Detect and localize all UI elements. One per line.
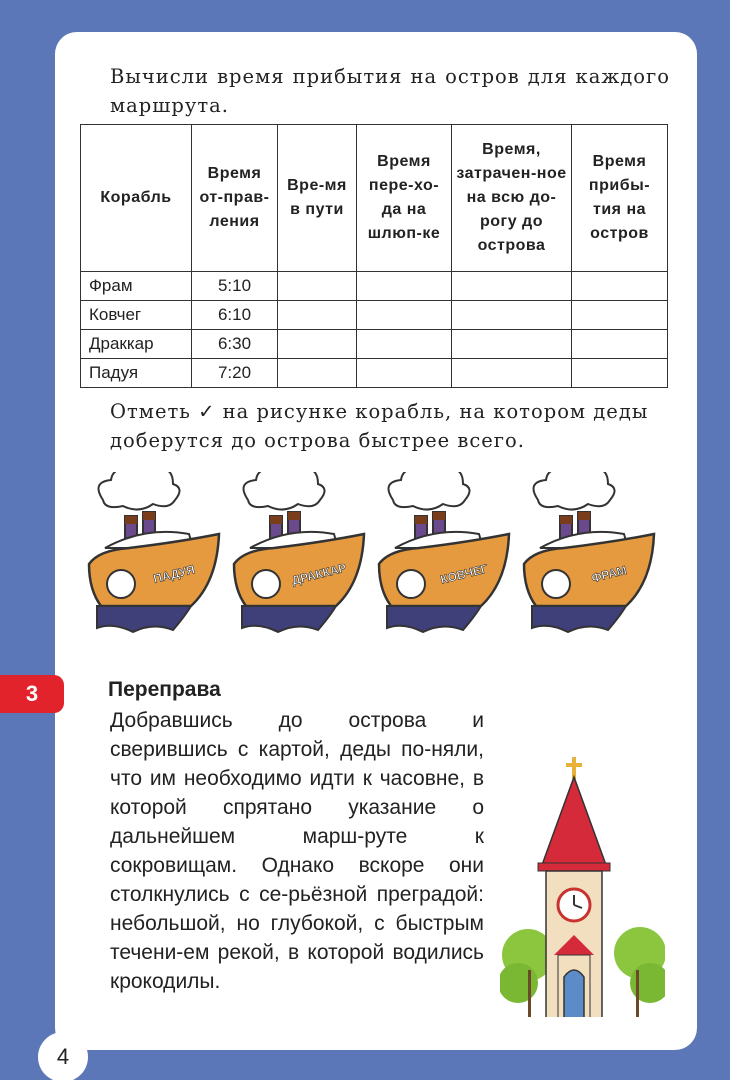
departure-time: 6:30 — [192, 330, 278, 359]
ship-name-label: ДРАККАР — [290, 560, 348, 588]
departure-time: 6:10 — [192, 301, 278, 330]
section-story: Добравшись до острова и сверившись с картой, деды по-няли, что им необходимо идти к часовне, в которой спрятано указание о дальнейшем марш-руте к сокровищам. Однако вскоре они столкнулись с се-рьёзной преградой: небольшой, но глубокой, с быстрым течени-ем рекой, в которой водились крокодилы. — [110, 709, 484, 993]
table-row — [81, 330, 668, 359]
chapel-illustration — [500, 755, 665, 1030]
ship-icon — [365, 472, 515, 652]
ship-fram — [510, 472, 660, 652]
empty-cell[interactable] — [452, 272, 572, 301]
ship-name-label: КОВЧЕГ — [438, 561, 490, 587]
page-sheet — [55, 32, 697, 1050]
ship-name-label: ФРАМ — [589, 562, 629, 586]
table-row — [81, 272, 668, 301]
empty-cell[interactable] — [572, 301, 668, 330]
empty-cell[interactable] — [572, 330, 668, 359]
section-title: Переправа — [108, 678, 221, 701]
empty-cell[interactable] — [572, 359, 668, 388]
empty-cell[interactable] — [357, 330, 452, 359]
ship-icon — [510, 472, 660, 652]
col-header-boat-time: Время пере-хо-да на шлюп-ке — [357, 125, 452, 272]
col-header-travel-time: Вре-мя в пути — [278, 125, 357, 272]
ship-drakkar — [220, 472, 370, 652]
empty-cell[interactable] — [278, 301, 357, 330]
task2-instruction — [110, 397, 670, 455]
empty-cell[interactable] — [278, 272, 357, 301]
checkmark-icon: ✓ — [198, 400, 216, 423]
empty-cell[interactable] — [572, 272, 668, 301]
empty-cell[interactable] — [357, 359, 452, 388]
empty-cell[interactable] — [452, 359, 572, 388]
empty-cell[interactable] — [278, 330, 357, 359]
ship-icon — [220, 472, 370, 652]
empty-cell[interactable] — [357, 272, 452, 301]
task2-text-before: Отметь — [110, 400, 199, 423]
ship-padua — [75, 472, 225, 652]
ship-name: Драккар — [81, 330, 192, 359]
departure-time: 5:10 — [192, 272, 278, 301]
table-header-row — [81, 125, 668, 272]
section-number-badge: 3 — [0, 675, 64, 713]
ships-row — [75, 472, 675, 652]
departure-time: 7:20 — [192, 359, 278, 388]
col-header-total-time: Время, затрачен-ное на всю до-рогу до острова — [452, 125, 572, 272]
empty-cell[interactable] — [278, 359, 357, 388]
ship-name: Ковчег — [81, 301, 192, 330]
page-number: 4 — [38, 1032, 88, 1080]
table-row — [81, 359, 668, 388]
ship-icon — [75, 472, 225, 652]
ship-name: Фрам — [81, 272, 192, 301]
col-header-ship: Корабль — [81, 125, 192, 272]
empty-cell[interactable] — [452, 301, 572, 330]
empty-cell[interactable] — [452, 330, 572, 359]
task1-intro: Вычисли время прибытия на остров для каждого маршрута. — [110, 65, 670, 117]
route-table — [80, 124, 668, 388]
ship-name-label: ПАДУЯ — [151, 562, 197, 587]
table-row — [81, 301, 668, 330]
task2-text-after: на рисунке корабль, на котором деды доберутся до острова быстрее всего. — [110, 400, 649, 452]
col-header-departure: Время от-прав-ления — [192, 125, 278, 272]
empty-cell[interactable] — [357, 301, 452, 330]
col-header-arrival: Время прибы-тия на остров — [572, 125, 668, 272]
ship-name: Падуя — [81, 359, 192, 388]
ship-kovcheg — [365, 472, 515, 652]
